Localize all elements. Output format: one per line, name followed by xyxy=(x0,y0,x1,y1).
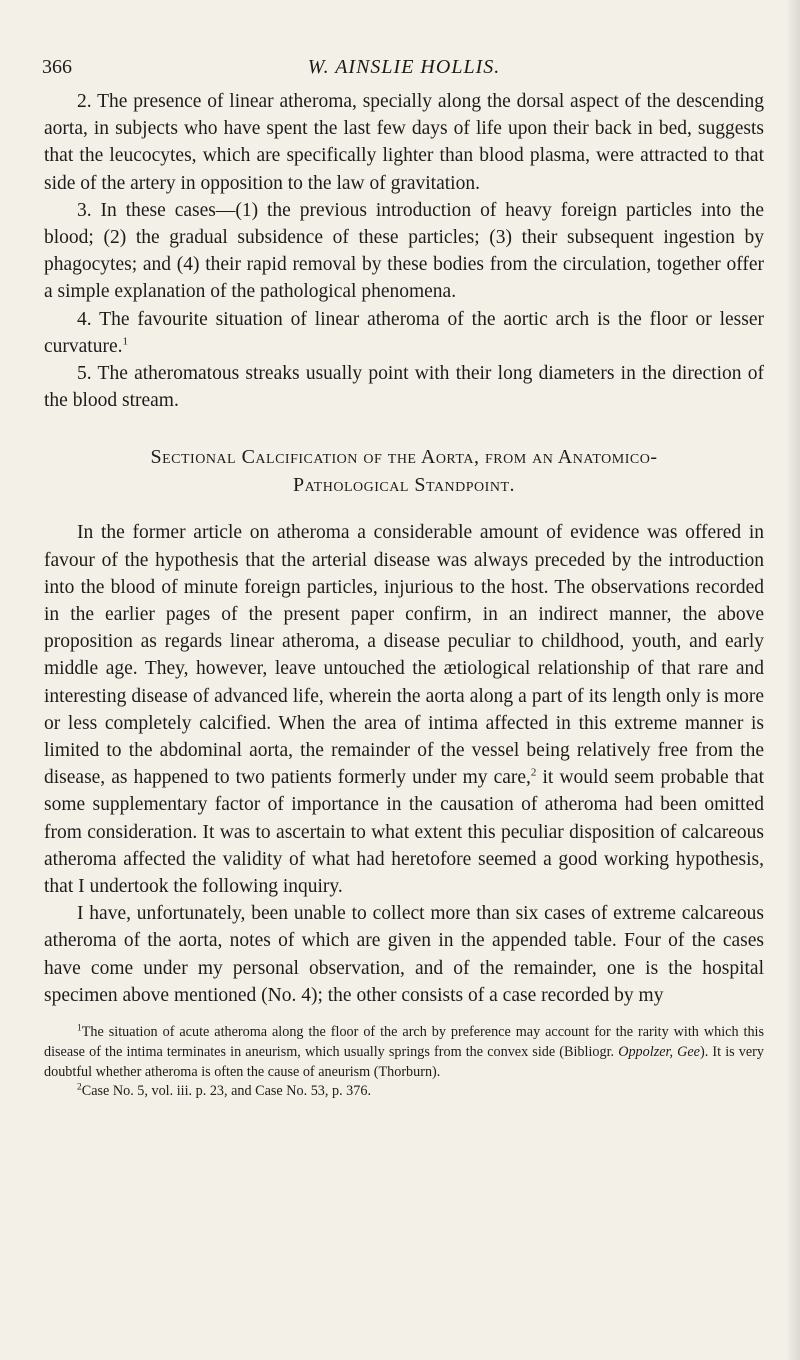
footnote-1-mark: 1 xyxy=(77,1023,82,1034)
footnote-1-text-before: The situation of acute atheroma along the floor of the arch by preference may account for the rarity with which this disease of the intima terminates in aneurism, which usually springs from the convex side (Bibliogr. xyxy=(44,1024,764,1060)
section-heading-line-1: Sectional Calcification of the Aorta, from an Anatomico- xyxy=(150,446,658,469)
main-text xyxy=(44,88,764,1009)
book-page xyxy=(44,56,764,1102)
section-heading xyxy=(44,444,764,499)
paragraph-4 xyxy=(44,306,764,360)
paragraph-former-article-part-1: In the former article on atheroma a considerable amount of evidence was offered in favour of the hypothesis that the arterial disease was always preceded by the introduction into the blood of minute foreign particles, injurious to the host. The observations recorded in the earlier pages of the present paper confirm, in an indirect manner, the above proposition as regards linear atheroma, a disease peculiar to childhood, youth, and early middle age. They, however, leave untouched the ætiological relationship of that rare and interesting disease of advanced life, wherein the aorta along a part of its length only is more or less completely calcified. When the area of intima affected in this extreme manner is limited to the abdominal aorta, the remainder of the vessel being relatively free from the disease, as happened to two patients formerly under my care, xyxy=(44,522,764,789)
footnote-ref-2: 2 xyxy=(530,766,537,779)
page-number: 366 xyxy=(42,56,72,78)
running-title: W. AINSLIE HOLLIS. xyxy=(307,56,501,78)
page-edge-shadow xyxy=(786,0,800,1360)
footnotes xyxy=(44,1023,764,1102)
paragraph-4-text: 4. The favourite situation of linear atheroma of the aortic arch is the floor or lesser curvature. xyxy=(44,308,764,357)
paragraph-former-article-part-2: it would seem probable that some supplementary factor of importance in the causation of atheroma had been omitted from consideration. It was to ascertain to what extent this peculiar disposition of calcareous atheroma affected the validity of what had heretofore seemed a good working hypothesis, that I undertook the following inquiry. xyxy=(44,767,764,898)
running-head xyxy=(44,56,764,88)
section-heading-line-2: Pathological Standpoint. xyxy=(293,473,515,496)
footnote-ref-1: 1 xyxy=(122,335,128,348)
paragraph-3: 3. In these cases—(1) the previous introduction of heavy foreign particles into the blood; (2) the gradual subsidence of these particles; (3) their subsequent ingestion by phagocytes; and (4) their rapid removal by these bodies from the circulation, together offer a simple explanation of the pathological phenomena. xyxy=(44,199,764,303)
footnote-2-mark: 2 xyxy=(77,1082,82,1093)
paragraph-former-article xyxy=(44,519,764,900)
footnote-1-text-after: ). It is very doubtful whether atheroma is often the cause of aneurism (Thorburn). xyxy=(44,1043,764,1080)
paragraph-2: 2. The presence of linear atheroma, specially along the dorsal aspect of the descending aorta, in subjects who have spent the last few days of life upon their back in bed, suggests that the leucocytes, which are specifically lighter than blood plasma, were attracted to that side of the artery in opposition to the law of gravitation. xyxy=(44,91,764,194)
footnote-1 xyxy=(44,1023,764,1082)
paragraph-six-cases: I have, unfortunately, been unable to collect more than six cases of extreme calcareous atheroma of the aorta, notes of which are given in the appended table. Four of the cases have come under my personal observation, and of the remainder, one is the hospital specimen above mentioned (No. 4); the other consists of a case recorded by my xyxy=(44,903,764,1006)
footnote-2-text: Case No. 5, vol. iii. p. 23, and Case No. 53, p. 376. xyxy=(81,1083,371,1100)
footnote-1-citation: Oppolzer, Gee xyxy=(618,1043,700,1060)
paragraph-5: 5. The atheromatous streaks usually point with their long diameters in the direction of the blood stream. xyxy=(44,363,764,412)
footnote-2 xyxy=(44,1082,764,1102)
